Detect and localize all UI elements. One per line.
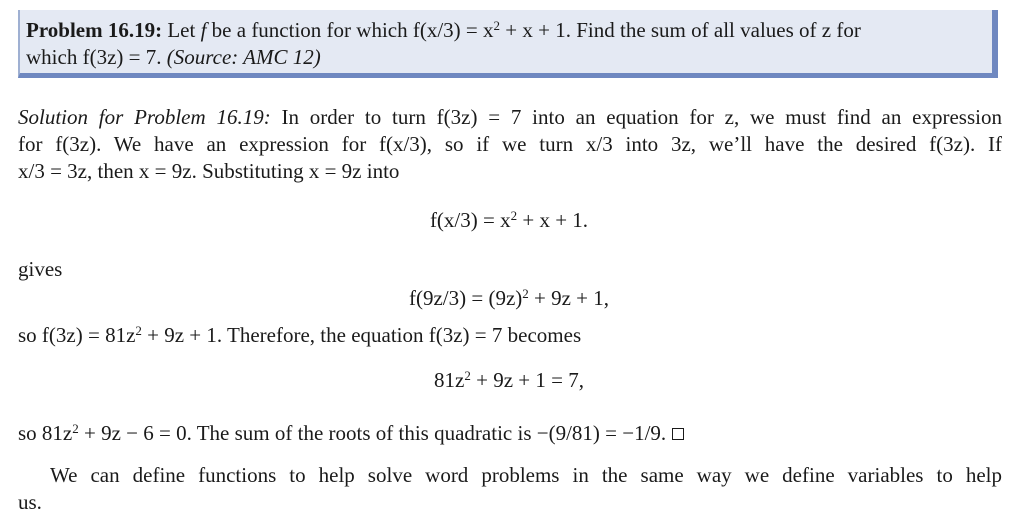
equation-1-exp: 2 — [510, 207, 518, 223]
solution-label: Solution for Problem 16.19: — [18, 105, 271, 129]
problem-source: (Source: AMC 12) — [166, 45, 321, 69]
solution-line-so-1 — [18, 322, 1002, 348]
solution-line-so-2 — [18, 420, 1002, 446]
so-1-a: so f(3z) = 81z — [18, 323, 136, 347]
problem-eq-exp: 2 — [493, 17, 501, 33]
equation-1 — [0, 207, 1018, 233]
solution-line-2: for f(3z). We have an expression for f(x/3), so if we turn x/3 into 3z, we’ll have the desired f(3z). If — [18, 132, 1002, 156]
solution-line-3: x/3 = 3z, then x = 9z. Substituting x = 9z into — [18, 159, 400, 183]
closing-line-2: us. — [18, 490, 42, 514]
equation-2-b: + 9z + 1, — [528, 286, 610, 310]
equation-3-exp: 2 — [464, 367, 471, 383]
problem-text-mid: be a function for which — [206, 18, 413, 42]
equation-2 — [0, 285, 1018, 311]
equation-2-a: f(9z/3) = (9z) — [408, 286, 523, 310]
solution-line-1 — [18, 104, 1002, 130]
equation-3-a: 81z — [434, 368, 465, 392]
problem-text-pre: Let — [167, 18, 201, 42]
problem-line2-pre: which — [26, 45, 83, 69]
problem-eq: f(x/3) = x — [412, 18, 494, 42]
equation-1-a: f(x/3) = x — [429, 208, 511, 232]
equation-3-b: + 9z + 1 = 7, — [470, 368, 584, 392]
problem-label: Problem 16.19: — [26, 18, 163, 42]
solution-line-1-text: In order to turn f(3z) = 7 into an equation for z, we must find an expression — [281, 105, 1002, 129]
problem-box — [18, 10, 998, 78]
so-1-b: + 9z + 1. Therefore, the equation f(3z) = 7 becomes — [141, 323, 582, 347]
so-2-a: so 81z — [18, 421, 73, 445]
problem-f: f — [200, 18, 207, 42]
equation-1-b: + x + 1. — [517, 208, 589, 232]
problem-line2-eq: f(3z) = 7. — [82, 45, 162, 69]
so-2-b: + 9z − 6 = 0. The sum of the roots of this quadratic is −(9/81) = −1/9. — [78, 421, 667, 445]
problem-eq-rest: + x + 1. Find the sum of all values of z for — [500, 18, 861, 42]
equation-2-exp: 2 — [522, 285, 529, 301]
closing-line-1: We can define functions to help solve word problems in the same way we define variables to help — [50, 463, 1002, 487]
equation-3 — [0, 367, 1018, 393]
qed-square-icon — [672, 428, 684, 440]
problem-statement — [26, 17, 992, 71]
gives-text: gives — [18, 257, 63, 281]
so-1-exp: 2 — [135, 322, 142, 338]
so-2-exp: 2 — [72, 420, 79, 436]
